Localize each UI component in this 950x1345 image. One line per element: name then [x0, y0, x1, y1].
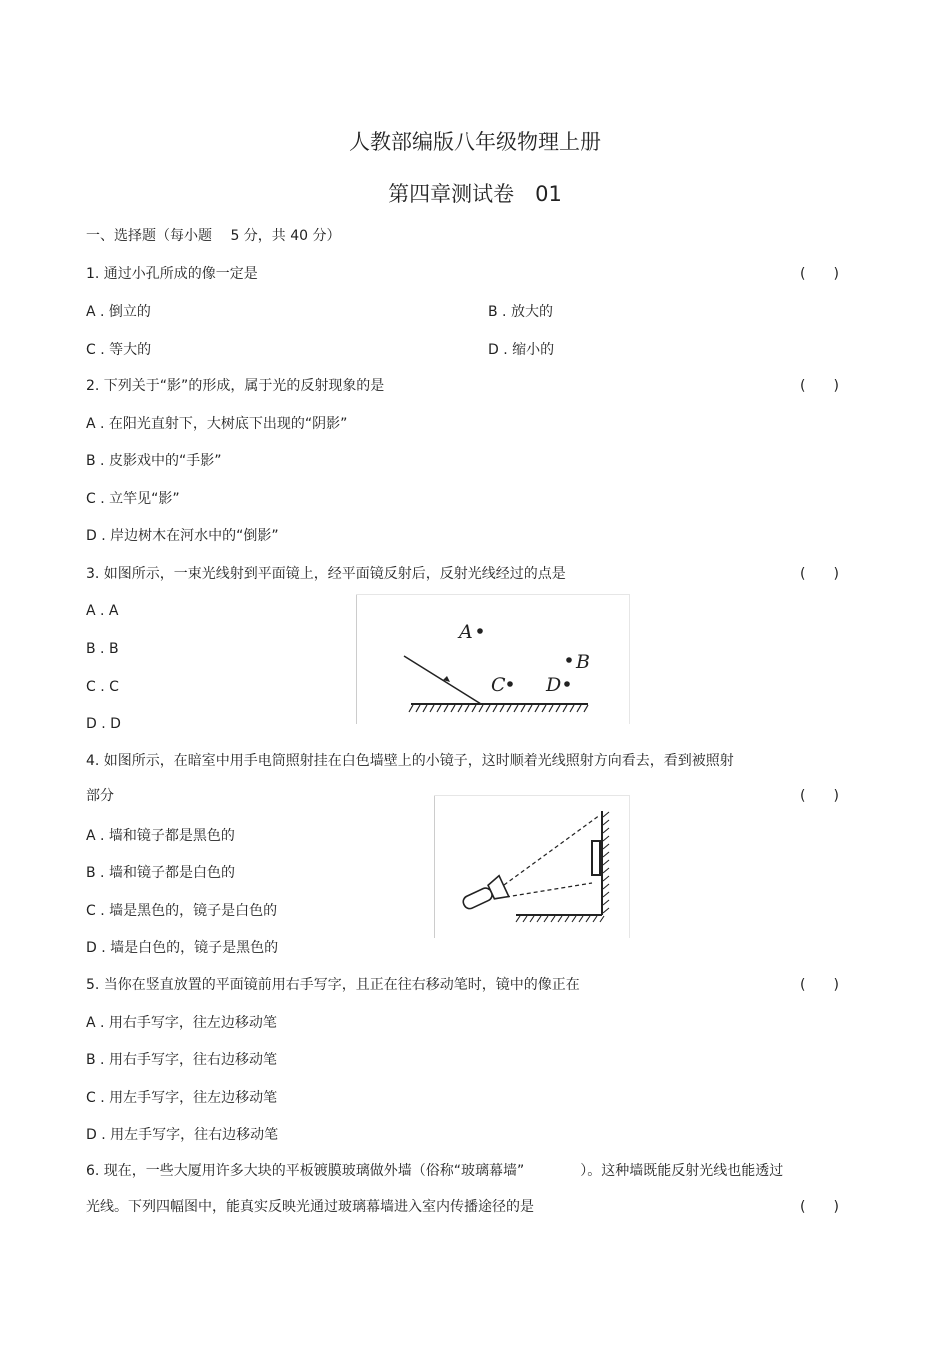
point-c-dot — [507, 681, 513, 687]
question-2-option-c: C . 立竿见“影” — [86, 491, 180, 507]
question-3-stem: 3. 如图所示，一束光线射到平面镜上，经平面镜反射后，反射光线经过的点是 — [86, 566, 566, 582]
question-6-stem-line1: 6. 现在，一些大厦用许多大块的平板镀膜玻璃做外墙（俗称“玻璃幕墙” ）。这种墙既能反射光线也能透过 — [86, 1163, 784, 1179]
question-2-option-a: A . 在阳光直射下，大树底下出现的“阴影” — [86, 416, 348, 432]
wall-hatching — [603, 812, 609, 913]
point-b-dot — [566, 657, 572, 663]
page-subtitle: 第四章测试卷 01 — [388, 182, 562, 206]
question-5-option-c: C . 用左手写字，往左边移动笔 — [86, 1090, 278, 1106]
question-6-stem-line2: 光线。下列四幅图中，能真实反映光通过玻璃幕墙进入室内传播途径的是 — [86, 1199, 534, 1215]
question-4-option-c: C . 墙是黑色的，镜子是白色的 — [86, 903, 278, 919]
question-4-option-a: A . 墙和镜子都是黑色的 — [86, 828, 235, 844]
point-d-dot — [564, 681, 570, 687]
question-3-option-d: D . D — [86, 716, 121, 732]
question-1-stem: 1. 通过小孔所成的像一定是 — [86, 266, 258, 282]
point-c-label: C — [491, 674, 506, 696]
mirror-hatching — [409, 705, 588, 712]
question-4-option-b: B . 墙和镜子都是白色的 — [86, 865, 235, 881]
question-3-option-b: B . B — [86, 641, 119, 657]
question-3-option-a: A . A — [86, 603, 119, 619]
incident-ray — [404, 656, 481, 704]
question-2-option-d: D . 岸边树木在河水中的“倒影” — [86, 528, 279, 544]
flashlight-icon — [459, 876, 509, 915]
question-4-flashlight-figure — [434, 795, 630, 938]
point-a-label: A — [459, 621, 473, 643]
question-1-option-a: A . 倒立的 — [86, 304, 151, 320]
floor-hatching — [516, 916, 604, 922]
question-3-mirror-figure — [356, 594, 630, 724]
point-b-label: B — [576, 651, 590, 673]
page-title: 人教部编版八年级物理上册 — [349, 130, 601, 154]
answer-bracket: ( ) — [800, 788, 839, 804]
question-5-option-a: A . 用右手写字，往左边移动笔 — [86, 1015, 277, 1031]
question-1-option-b: B . 放大的 — [488, 304, 553, 320]
section-heading: 一、选择题（每小题 5 分，共 40 分） — [86, 228, 341, 244]
answer-bracket: ( ) — [800, 1199, 839, 1215]
answer-bracket: ( ) — [800, 266, 839, 282]
question-3-option-c: C . C — [86, 679, 119, 695]
answer-bracket: ( ) — [800, 566, 839, 582]
question-2-option-b: B . 皮影戏中的“手影” — [86, 453, 222, 469]
answer-bracket: ( ) — [800, 977, 839, 993]
point-a-dot — [477, 628, 483, 634]
question-5-stem: 5. 当你在竖直放置的平面镜前用右手写字，且正在往右移动笔时，镜中的像正在 — [86, 977, 580, 993]
point-d-label: D — [546, 674, 562, 696]
question-4-option-d: D . 墙是白色的，镜子是黑色的 — [86, 940, 279, 956]
small-mirror — [592, 841, 600, 875]
question-5-option-d: D . 用左手写字，往右边移动笔 — [86, 1127, 279, 1143]
question-1-option-d: D . 缩小的 — [488, 342, 555, 358]
question-5-option-b: B . 用右手写字，往右边移动笔 — [86, 1052, 277, 1068]
light-beam-lower — [506, 883, 592, 897]
question-2-stem: 2. 下列关于“影”的形成，属于光的反射现象的是 — [86, 378, 385, 394]
answer-bracket: ( ) — [800, 378, 839, 394]
question-4-stem-line2: 部分 — [86, 788, 114, 804]
question-1-option-c: C . 等大的 — [86, 342, 152, 358]
question-4-stem-line1: 4. 如图所示，在暗室中用手电筒照射挂在白色墙壁上的小镜子，这时顺着光线照射方向看去，看到被照射 — [86, 753, 734, 769]
light-beam-upper — [504, 815, 600, 885]
